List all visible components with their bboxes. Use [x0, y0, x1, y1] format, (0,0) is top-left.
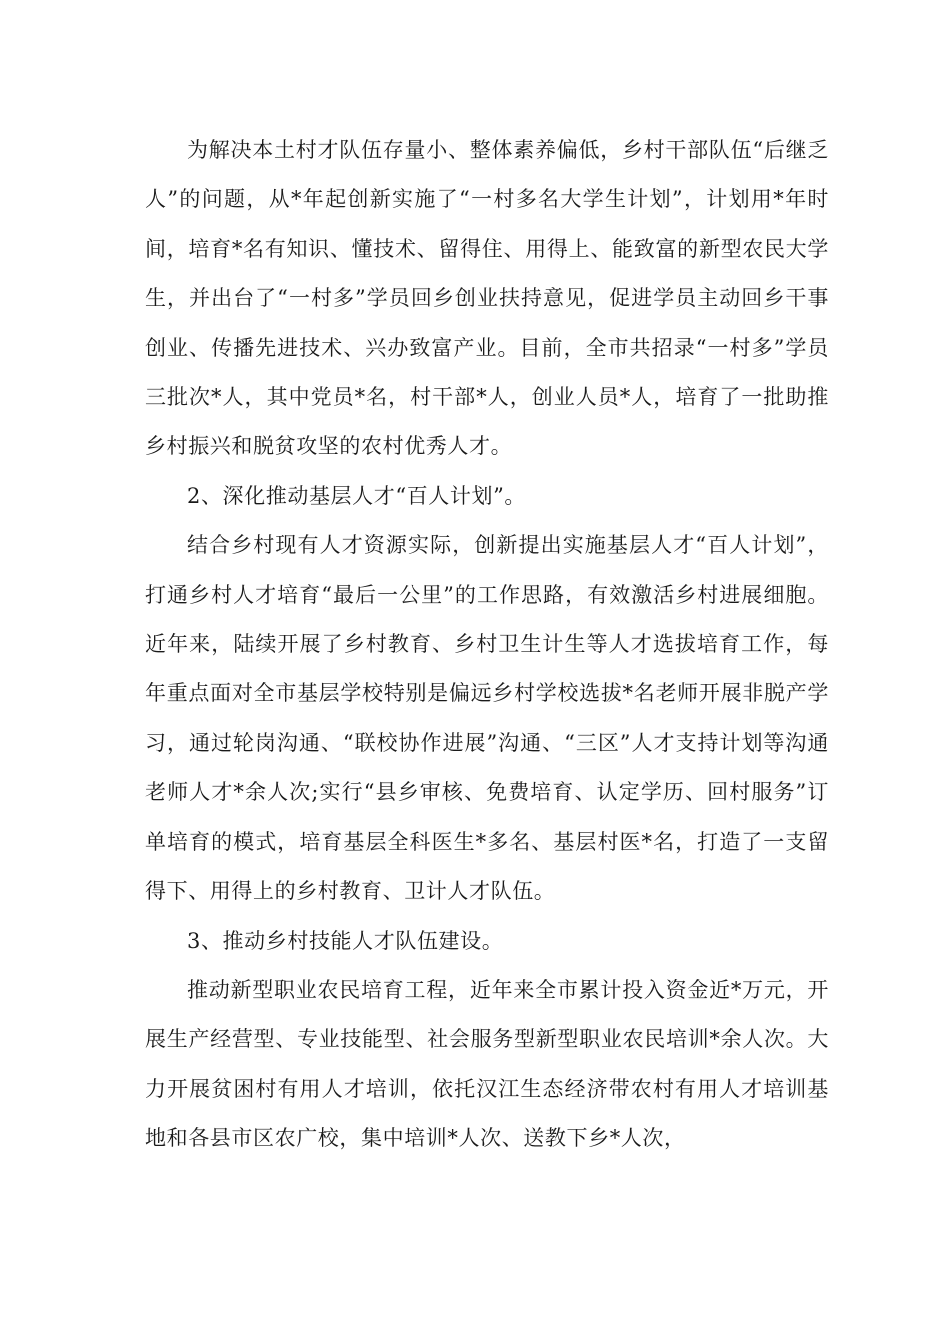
- section-heading-hundred-talent-plan: 2、深化推动基层人才“百人计划”。: [187, 483, 527, 508]
- section-heading-skilled-talent: 3、推动乡村技能人才队伍建设。: [187, 928, 504, 953]
- paragraph-skilled-talent: 推动新型职业农民培育工程，近年来全市累计投入资金近*万元，开展生产经营型、专业技能型、社会服务型新型职业农民培训*余人次。大力开展贫困村有用人才培训，依托汉江生态经济带农村有用人才培训基地和各县市区农广校，集中培训*人次、送教下乡*人次，: [145, 977, 829, 1151]
- paragraph-college-student-plan: 为解决本土村才队伍存量小、整体素养偏低，乡村干部队伍“后继乏人”的问题，从*年起创新实施了“一村多名大学生计划”，计划用*年时间，培育*名有知识、懂技术、留得住、用得上、能致富的新型农民大学生，并出台了“一村多”学员回乡创业扶持意见，促进学员主动回乡干事创业、传播先进技术、兴办致富产业。目前，全市共招录“一村多”学员三批次*人，其中党员*名，村干部*人，创业人员*人，培育了一批助推乡村振兴和脱贫攻坚的农村优秀人才。: [145, 138, 829, 459]
- document-page: [145, 126, 829, 1164]
- paragraph-hundred-talent-plan: 结合乡村现有人才资源实际，创新提出实施基层人才“百人计划”，打通乡村人才培育“最后一公里”的工作思路，有效激活乡村进展细胞。近年来，陆续开展了乡村教育、乡村卫生计生等人才选拔培育工作，每年重点面对全市基层学校特别是偏远乡村学校选拔*名老师开展非脱产学习，通过轮岗沟通、“联校协作进展”沟通、“三区”人才支持计划等沟通老师人才*余人次;实行“县乡审核、免费培育、认定学历、回村服务”订单培育的模式，培育基层全科医生*多名、基层村医*名，打造了一支留得下、用得上的乡村教育、卫计人才队伍。: [145, 533, 829, 904]
